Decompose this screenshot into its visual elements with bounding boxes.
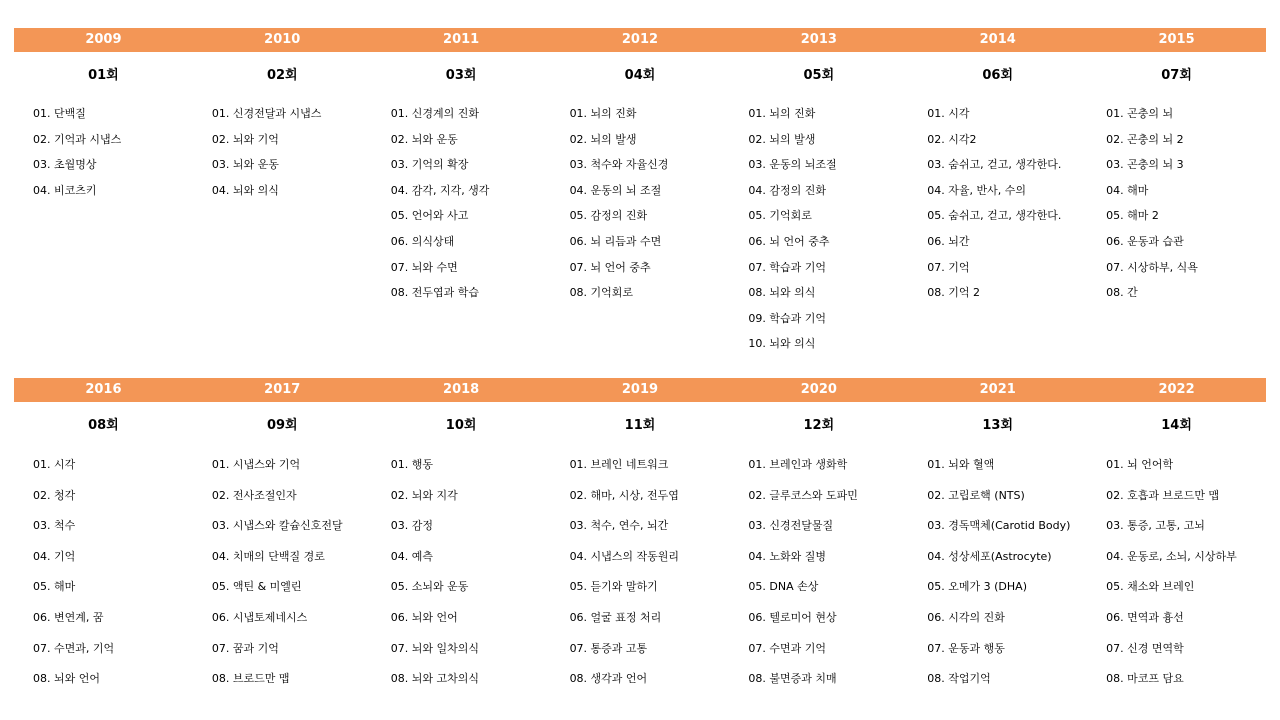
topic-item: 04. 뇌와 의식 bbox=[211, 183, 279, 197]
topic-list bbox=[908, 105, 1087, 310]
topic-list bbox=[908, 456, 1087, 701]
topic-item: 03. 뇌와 운동 bbox=[211, 158, 279, 172]
topic-item: 01. 신경계의 진화 bbox=[390, 107, 479, 120]
session-column bbox=[1087, 416, 1266, 701]
session-columns bbox=[14, 416, 1266, 701]
topic-item: 05. 언어와 사고 bbox=[390, 209, 469, 223]
topic-item: 01. 시각 bbox=[33, 458, 76, 471]
topic-item: 03. 척수 bbox=[33, 519, 76, 533]
topic-item: 01. 신경전달과 시냅스 bbox=[211, 107, 322, 120]
session-column bbox=[729, 66, 908, 361]
topic-item: 06. 뇌간 bbox=[927, 234, 970, 248]
topic-item: 02. 청각 bbox=[33, 488, 76, 502]
topic-item: 03. 감정 bbox=[390, 519, 433, 533]
topic-item: 04. 비코츠키 bbox=[33, 183, 97, 197]
session-title: 08회 bbox=[88, 418, 119, 433]
topic-item: 08. 기억 2 bbox=[927, 286, 981, 300]
session-column bbox=[14, 66, 193, 361]
session-title: 14회 bbox=[1161, 418, 1192, 433]
topic-item: 07. 수면과 기억 bbox=[748, 641, 827, 655]
topic-item: 03. 신경전달물질 bbox=[748, 519, 834, 533]
topic-item: 03. 숨쉬고, 걷고, 생각한다. bbox=[927, 158, 1062, 172]
topic-item: 05. 기억회로 bbox=[748, 209, 812, 223]
year-label: 2016 bbox=[85, 382, 122, 397]
session-title: 01회 bbox=[88, 68, 119, 83]
topic-item: 01. 브레인과 생화학 bbox=[748, 458, 848, 471]
session-column bbox=[372, 416, 551, 701]
year-label: 2022 bbox=[1158, 382, 1195, 397]
topic-item: 08. 마코프 담요 bbox=[1106, 672, 1184, 686]
topic-item: 01. 뇌의 진화 bbox=[569, 107, 637, 120]
topic-item: 05. 해마 2 bbox=[1106, 209, 1159, 223]
session-title: 04회 bbox=[624, 68, 656, 83]
topic-item: 09. 학습과 기억 bbox=[748, 311, 827, 325]
session-column bbox=[14, 416, 193, 701]
year-label: 2012 bbox=[621, 32, 659, 47]
topic-item: 01. 시냅스와 기억 bbox=[211, 458, 301, 471]
topic-item: 07. 운동과 행동 bbox=[927, 641, 1005, 655]
topic-item: 07. 수면과, 기억 bbox=[33, 641, 115, 655]
session-title: 10회 bbox=[445, 418, 477, 433]
topic-item: 05. 해마 bbox=[33, 580, 76, 594]
topic-item: 03. 운동의 뇌조절 bbox=[748, 158, 837, 172]
year-label: 2018 bbox=[443, 382, 480, 397]
topic-item: 06. 텔로미어 현상 bbox=[748, 610, 837, 624]
year-label: 2021 bbox=[979, 382, 1016, 397]
session-title: 07회 bbox=[1161, 68, 1192, 83]
year-label: 2019 bbox=[621, 382, 659, 397]
topic-list bbox=[14, 105, 193, 207]
topic-item: 06. 뇌 리듬과 수면 bbox=[569, 234, 662, 248]
topic-item: 05. 오메가 3 (DHA) bbox=[927, 580, 1027, 594]
session-title: 09회 bbox=[266, 418, 298, 433]
topic-list bbox=[372, 105, 551, 310]
topic-item: 05. 채소와 브레인 bbox=[1106, 580, 1195, 594]
year-label: 2015 bbox=[1158, 32, 1195, 47]
topic-item: 06. 시각의 진화 bbox=[927, 610, 1005, 624]
topic-item: 08. 브로드만 맵 bbox=[211, 672, 290, 686]
topic-item: 10. 뇌와 의식 bbox=[748, 337, 816, 351]
topic-item: 08. 불면증과 치매 bbox=[748, 672, 837, 686]
session-title: 03회 bbox=[445, 68, 477, 83]
session-column bbox=[551, 66, 730, 361]
topic-item: 07. 신경 면역학 bbox=[1106, 641, 1184, 655]
topic-item: 06. 시냅토제네시스 bbox=[211, 610, 308, 624]
topic-item: 04. 성상세포(Astrocyte) bbox=[927, 549, 1052, 563]
topic-list bbox=[193, 456, 372, 701]
topic-list bbox=[551, 456, 730, 701]
topic-item: 08. 기억회로 bbox=[569, 286, 634, 300]
topic-item: 07. 시상하부, 식욕 bbox=[1106, 260, 1198, 274]
topic-list bbox=[729, 105, 908, 361]
topic-item: 08. 뇌와 고차의식 bbox=[390, 672, 479, 686]
topic-item: 01. 곤충의 뇌 bbox=[1106, 107, 1174, 120]
topic-item: 04. 시냅스의 작동원리 bbox=[569, 549, 680, 563]
session-column bbox=[729, 416, 908, 701]
topic-item: 04. 운동의 뇌 조절 bbox=[569, 183, 662, 197]
session-column bbox=[193, 66, 372, 361]
topic-list bbox=[1087, 456, 1266, 701]
topic-item: 05. 소뇌와 운동 bbox=[390, 580, 469, 594]
topic-item: 02. 뇌의 발생 bbox=[569, 132, 637, 146]
session-title: 05회 bbox=[803, 68, 835, 83]
topic-item: 04. 예측 bbox=[390, 549, 433, 563]
topic-item: 05. 숨쉬고, 걷고, 생각한다. bbox=[927, 209, 1062, 223]
topic-item: 02. 뇌의 발생 bbox=[748, 132, 816, 146]
year-label: 2020 bbox=[800, 382, 837, 397]
topic-item: 08. 전두엽과 학습 bbox=[390, 286, 479, 300]
topic-item: 02. 전사조절인자 bbox=[211, 488, 297, 502]
session-column bbox=[1087, 66, 1266, 361]
year-label: 2014 bbox=[979, 32, 1016, 47]
session-column bbox=[908, 66, 1087, 361]
year-label: 2017 bbox=[264, 382, 301, 397]
topic-item: 04. 치매의 단백질 경로 bbox=[211, 549, 325, 563]
topic-list bbox=[193, 105, 372, 207]
topic-item: 07. 꿈과 기억 bbox=[211, 641, 279, 655]
session-column bbox=[908, 416, 1087, 701]
topic-item: 07. 뇌와 수면 bbox=[390, 260, 458, 274]
topic-item: 02. 곤충의 뇌 2 bbox=[1106, 132, 1184, 146]
topic-item: 06. 뇌와 언어 bbox=[390, 610, 458, 624]
topic-item: 03. 척수, 연수, 뇌간 bbox=[569, 519, 669, 533]
topic-list bbox=[372, 456, 551, 701]
topic-item: 03. 시냅스와 칼슘신호전달 bbox=[211, 519, 343, 533]
topic-item: 06. 뇌 언어 중추 bbox=[748, 234, 830, 248]
topic-item: 03. 초월명상 bbox=[33, 158, 97, 172]
topic-item: 05. 액틴 & 미엘린 bbox=[211, 580, 302, 594]
topic-list bbox=[729, 456, 908, 701]
topic-item: 02. 뇌와 기억 bbox=[211, 132, 279, 146]
year-label: 2010 bbox=[264, 32, 301, 47]
topic-item: 04. 노화와 질병 bbox=[748, 549, 827, 563]
topic-item: 03. 척수와 자율신경 bbox=[569, 158, 669, 172]
topic-item: 01. 뇌의 진화 bbox=[748, 107, 816, 120]
topic-item: 04. 감각, 지각, 생각 bbox=[390, 183, 490, 197]
topic-item: 02. 뇌와 운동 bbox=[390, 132, 458, 146]
session-column bbox=[551, 416, 730, 701]
session-title: 06회 bbox=[982, 68, 1014, 83]
topic-item: 08. 뇌와 의식 bbox=[748, 286, 816, 300]
topic-item: 08. 작업기억 bbox=[927, 672, 991, 686]
topic-item: 01. 시각 bbox=[927, 107, 970, 120]
topic-item: 02. 글루코스와 도파민 bbox=[748, 488, 858, 502]
topic-item: 08. 뇌와 언어 bbox=[33, 672, 100, 686]
year-label: 2009 bbox=[85, 32, 122, 47]
topic-item: 04. 해마 bbox=[1106, 183, 1149, 197]
topic-list bbox=[551, 105, 730, 310]
topic-item: 03. 통증, 고통, 고뇌 bbox=[1106, 519, 1205, 533]
year-header-band bbox=[14, 378, 1266, 402]
topic-item: 02. 시각2 bbox=[927, 132, 977, 146]
topic-list bbox=[14, 456, 193, 701]
topic-item: 01. 행동 bbox=[390, 458, 433, 471]
topic-item: 06. 운동과 습관 bbox=[1106, 234, 1184, 248]
topic-item: 05. 듣기와 말하기 bbox=[569, 580, 658, 594]
topic-item: 03. 곤충의 뇌 3 bbox=[1106, 158, 1184, 172]
session-columns bbox=[14, 66, 1266, 361]
topic-item: 01. 뇌 언어학 bbox=[1106, 458, 1174, 471]
session-title: 12회 bbox=[803, 418, 835, 433]
topic-item: 08. 생각과 언어 bbox=[569, 672, 648, 686]
topic-item: 04. 기억 bbox=[33, 549, 76, 563]
topic-item: 03. 기억의 확장 bbox=[390, 158, 469, 172]
topic-item: 02. 호흡과 브로드만 맵 bbox=[1106, 488, 1220, 502]
topic-item: 05. 감정의 진화 bbox=[569, 209, 648, 223]
topic-item: 05. DNA 손상 bbox=[748, 580, 819, 594]
topic-item: 01. 단백질 bbox=[33, 107, 86, 120]
topic-item: 03. 경독맥체(Carotid Body) bbox=[927, 519, 1071, 533]
topic-item: 04. 운동로, 소뇌, 시상하부 bbox=[1106, 549, 1237, 563]
year-header-band bbox=[14, 28, 1266, 52]
topic-item: 02. 뇌와 지각 bbox=[390, 488, 458, 502]
topic-item: 02. 고립로핵 (NTS) bbox=[927, 488, 1025, 502]
session-title: 13회 bbox=[982, 418, 1014, 433]
topic-item: 04. 자율, 반사, 수의 bbox=[927, 183, 1027, 197]
topic-item: 01. 브레인 네트워크 bbox=[569, 458, 669, 471]
topic-item: 06. 의식상태 bbox=[390, 234, 455, 248]
topic-item: 01. 뇌와 혈액 bbox=[927, 458, 995, 471]
topic-item: 08. 간 bbox=[1106, 286, 1138, 300]
session-column bbox=[193, 416, 372, 701]
topic-item: 04. 감정의 진화 bbox=[748, 183, 827, 197]
session-title: 11회 bbox=[624, 418, 656, 433]
topic-item: 07. 학습과 기억 bbox=[748, 260, 827, 274]
topic-item: 07. 통증과 고통 bbox=[569, 641, 648, 655]
topic-item: 07. 기억 bbox=[927, 260, 970, 274]
year-label: 2013 bbox=[800, 32, 837, 47]
session-title: 02회 bbox=[266, 68, 298, 83]
session-column bbox=[372, 66, 551, 361]
topic-item: 02. 기억과 시냅스 bbox=[33, 132, 122, 146]
year-label: 2011 bbox=[443, 32, 480, 47]
topic-item: 06. 면역과 흉선 bbox=[1106, 610, 1184, 624]
topic-item: 07. 뇌와 일차의식 bbox=[390, 641, 479, 655]
topic-list bbox=[1087, 105, 1266, 310]
topic-item: 07. 뇌 언어 중추 bbox=[569, 260, 651, 274]
topic-item: 06. 변연계, 꿈 bbox=[33, 610, 104, 624]
topic-item: 02. 해마, 시상, 전두엽 bbox=[569, 488, 679, 502]
topic-item: 06. 얼굴 표정 처리 bbox=[569, 610, 662, 624]
